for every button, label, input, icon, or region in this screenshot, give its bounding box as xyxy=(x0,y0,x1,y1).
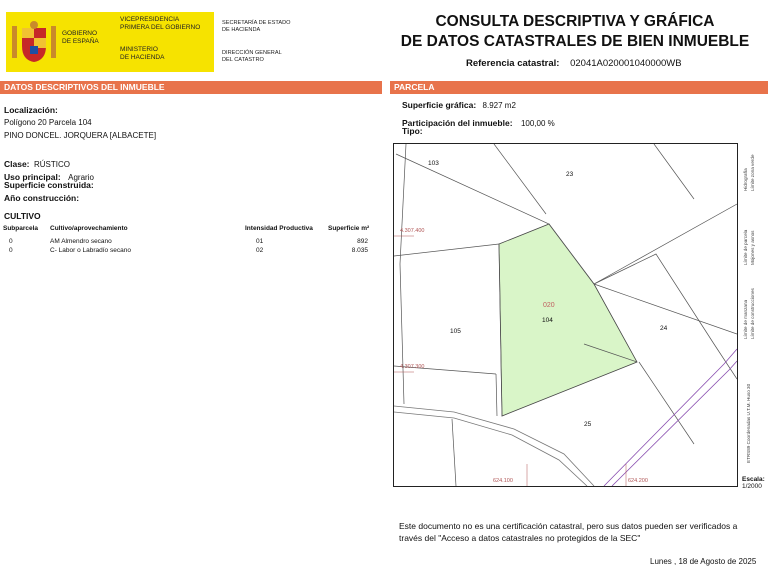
gov-right-line: DE HACIENDA xyxy=(120,54,165,61)
parcel-boundary xyxy=(654,144,694,199)
parcel-map-svg xyxy=(394,144,737,486)
uso-label: Uso principal: xyxy=(4,172,61,182)
title-line-2: DE DATOS CATASTRALES DE BIEN INMUEBLE xyxy=(400,33,750,50)
parcel-label-23: 23 xyxy=(566,171,574,178)
government-logo-block xyxy=(6,12,214,72)
coord-y-1: 4.307.400 xyxy=(400,228,425,234)
secretaria-text xyxy=(222,20,290,64)
parcel-boundary xyxy=(394,244,499,256)
participacion-row xyxy=(402,113,555,131)
anio-construccion-label: Año construcción: xyxy=(4,193,80,203)
superficie-grafica-row xyxy=(402,100,516,110)
escala xyxy=(742,476,765,490)
table-cell: 01 xyxy=(256,238,264,245)
road xyxy=(394,406,594,486)
legend-item: Límite zona verde xyxy=(750,154,755,191)
tipo-label: Tipo: xyxy=(402,126,423,136)
sec-line: DIRECCIÓN GENERAL xyxy=(222,50,282,56)
legend-item: Hidrografía xyxy=(743,168,748,191)
parcel-map xyxy=(393,143,738,487)
parcel-boundary xyxy=(594,204,737,284)
parcel-label-25: 25 xyxy=(584,421,592,428)
table-header-subparcela: Subparcela xyxy=(3,225,39,232)
sec-line: DE HACIENDA xyxy=(222,27,261,33)
parcel-boundary xyxy=(496,374,497,416)
localizacion-line-2: PINO DONCEL. JORQUERA [ALBACETE] xyxy=(4,131,157,140)
gov-right-line: PRIMERA DEL GOBIERNO xyxy=(120,24,201,31)
coord-x-2: 624.200 xyxy=(628,478,648,484)
gov-right-text xyxy=(120,16,200,62)
gov-left-line: DE ESPAÑA xyxy=(62,38,99,45)
participacion-value: 100,00 % xyxy=(520,119,555,128)
superficie-grafica-value: 8.927 m2 xyxy=(482,101,516,110)
gov-left-text xyxy=(62,30,99,46)
road xyxy=(394,412,587,486)
table-header-intensidad: Intensidad Productiva xyxy=(245,225,313,232)
escala-value: 1/2000 xyxy=(742,483,762,490)
sec-line: SECRETARÍA DE ESTADO xyxy=(222,20,291,26)
section-bar-descriptivos: DATOS DESCRIPTIVOS DEL INMUEBLE xyxy=(0,81,382,94)
escala-label: Escala: xyxy=(742,476,765,483)
coord-x-1: 624.100 xyxy=(493,478,513,484)
river xyxy=(604,349,737,486)
referencia-catastral xyxy=(466,58,682,69)
gov-right-line: MINISTERIO xyxy=(120,46,158,53)
legend-item: Límite de manzana xyxy=(743,299,748,339)
table-header-cultivo: Cultivo/aprovechamiento xyxy=(50,225,128,232)
table-cell: 892 xyxy=(357,238,368,245)
table-cell: 0 xyxy=(9,238,13,245)
parcel-boundary xyxy=(452,419,456,486)
section-bar-parcela: PARCELA xyxy=(390,81,768,94)
legend-item: Mojones y asnos xyxy=(750,230,755,265)
title-line-1: CONSULTA DESCRIPTIVA Y GRÁFICA xyxy=(435,13,715,30)
river xyxy=(612,361,737,486)
clase-value: RÚSTICO xyxy=(33,160,70,169)
projection-note: ETRS89 Coordenadas U.T.M. Huso 30 xyxy=(746,383,751,463)
table-cell: C- Labor o Labradío secano xyxy=(50,247,131,254)
coat-of-arms-icon xyxy=(10,20,58,64)
table-cell: 8.035 xyxy=(351,247,368,254)
cultivo-title: CULTIVO xyxy=(4,211,41,221)
ref-label: Referencia catastral: xyxy=(466,58,560,69)
uso-value: Agrario xyxy=(68,173,94,182)
footer-note: Este documento no es una certificación catastral, pero sus datos pueden ser verificados a través del "Acceso a datos catastrales no protegidos de la SEC" xyxy=(399,521,738,543)
participacion-label: Participación del inmueble: xyxy=(402,118,513,128)
gov-left-line: GOBIERNO xyxy=(62,30,98,37)
gov-right-line: VICEPRESIDENCIA xyxy=(120,16,180,23)
parcel-label-020: 020 xyxy=(543,302,555,309)
parcel-label-24: 24 xyxy=(660,325,668,332)
clase-label: Clase: xyxy=(4,159,30,169)
parcel-boundary xyxy=(494,144,546,214)
superficie-grafica-label: Superficie gráfica: xyxy=(402,100,477,110)
footer-date: Lunes , 18 de Agosto de 2025 xyxy=(650,557,757,566)
sec-line: DEL CATASTRO xyxy=(222,57,264,63)
parcel-label-104: 104 xyxy=(542,317,553,324)
legend-item: Límite de construcciones xyxy=(750,288,755,339)
parcel-label-105: 105 xyxy=(450,328,461,335)
localizacion-line-1: Polígono 20 Parcela 104 xyxy=(4,118,92,127)
localizacion-label: Localización: xyxy=(4,105,58,115)
legend-item: Límite de parcela xyxy=(743,229,748,265)
table-cell: 0 xyxy=(9,247,13,254)
ref-value: 02041A020001040000WB xyxy=(570,58,682,69)
coord-y-2: 4.307.300 xyxy=(400,364,425,370)
table-cell: AM Almendro secano xyxy=(50,238,112,245)
document-title xyxy=(390,12,760,52)
parcel-104-highlight xyxy=(499,224,637,416)
parcel-label-103: 103 xyxy=(428,160,439,167)
map-legend xyxy=(740,143,768,487)
superficie-construida-label: Superficie construida: xyxy=(4,180,94,190)
table-cell: 02 xyxy=(256,247,264,254)
table-header-superficie: Superficie m² xyxy=(328,225,370,232)
